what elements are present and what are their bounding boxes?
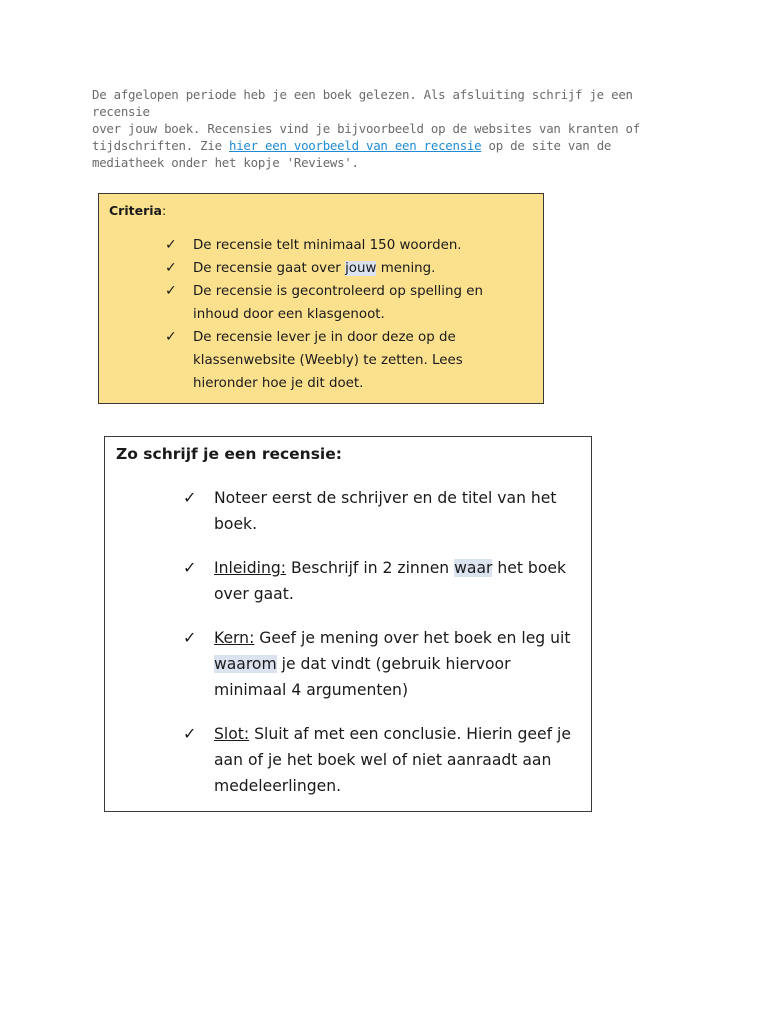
- intro-line-3-post: op de site van de: [481, 138, 612, 153]
- criteria-item: [165, 257, 525, 280]
- criteria-item: [165, 234, 525, 257]
- highlighted-word: waar: [454, 559, 493, 577]
- review-step-text: Noteer eerst de schrijver en de titel van het boek.: [214, 489, 557, 533]
- review-step-text: Geef je mening over het boek en leg uit: [254, 629, 571, 647]
- highlighted-word: jouw: [345, 261, 377, 276]
- check-icon: ✓: [165, 237, 177, 253]
- check-icon: ✓: [165, 260, 177, 276]
- criteria-item-text: De recensie is gecontroleerd op spelling en inhoud door een klasgenoot.: [193, 284, 483, 322]
- review-step-text: Beschrijf in 2 zinnen: [286, 559, 455, 577]
- criteria-title: [109, 203, 166, 218]
- review-step: [183, 485, 578, 537]
- review-howto-title: Zo schrijf je een recensie:: [116, 445, 342, 463]
- review-howto-box: [104, 436, 592, 812]
- criteria-item-text: De recensie gaat over: [193, 261, 346, 276]
- intro-line-1: De afgelopen periode heb je een boek gelezen. Als afsluiting schrijf je een recensie: [92, 87, 633, 119]
- criteria-title-text: Criteria: [109, 203, 162, 218]
- check-icon: ✓: [183, 628, 197, 647]
- criteria-title-colon: :: [161, 203, 167, 218]
- criteria-item-text-end: mening.: [376, 261, 436, 276]
- review-steps-list: [183, 485, 578, 799]
- check-icon: ✓: [183, 558, 197, 577]
- highlighted-word: waarom: [214, 655, 277, 673]
- intro-line-3-pre: tijdschriften. Zie: [92, 138, 229, 153]
- review-step: [183, 625, 578, 703]
- review-step-text-end: het boek over gaat.: [214, 559, 566, 603]
- criteria-box: [98, 193, 544, 404]
- review-example-link[interactable]: hier een voorbeeld van een recensie: [229, 138, 482, 153]
- review-step: [183, 555, 578, 607]
- check-icon: ✓: [183, 488, 197, 507]
- review-step-label: Slot:: [214, 725, 250, 743]
- intro-paragraph: [92, 86, 692, 171]
- review-step-label: Kern:: [214, 629, 255, 647]
- criteria-item: [165, 326, 525, 395]
- review-step: [183, 721, 578, 799]
- check-icon: ✓: [165, 283, 177, 299]
- intro-line-4: mediatheek onder het kopje 'Reviews'.: [92, 155, 359, 170]
- criteria-item-text: De recensie telt minimaal 150 woorden.: [193, 238, 462, 253]
- check-icon: ✓: [183, 724, 197, 743]
- review-step-label: Inleiding:: [214, 559, 287, 577]
- criteria-item-text: De recensie lever je in door deze op de klassenwebsite (Weebly) te zetten. Lees hieronder hoe je dit doet.: [193, 330, 463, 391]
- criteria-item: [165, 280, 525, 326]
- intro-line-2: over jouw boek. Recensies vind je bijvoorbeeld op de websites van kranten of: [92, 121, 640, 136]
- review-step-text: Sluit af met een conclusie. Hierin geef je aan of je het boek wel of niet aanraadt aan medeleerlingen.: [214, 725, 571, 795]
- check-icon: ✓: [165, 329, 177, 345]
- review-step-text-end: je dat vindt (gebruik hiervoor minimaal 4 argumenten): [214, 655, 511, 699]
- criteria-list: [165, 234, 525, 395]
